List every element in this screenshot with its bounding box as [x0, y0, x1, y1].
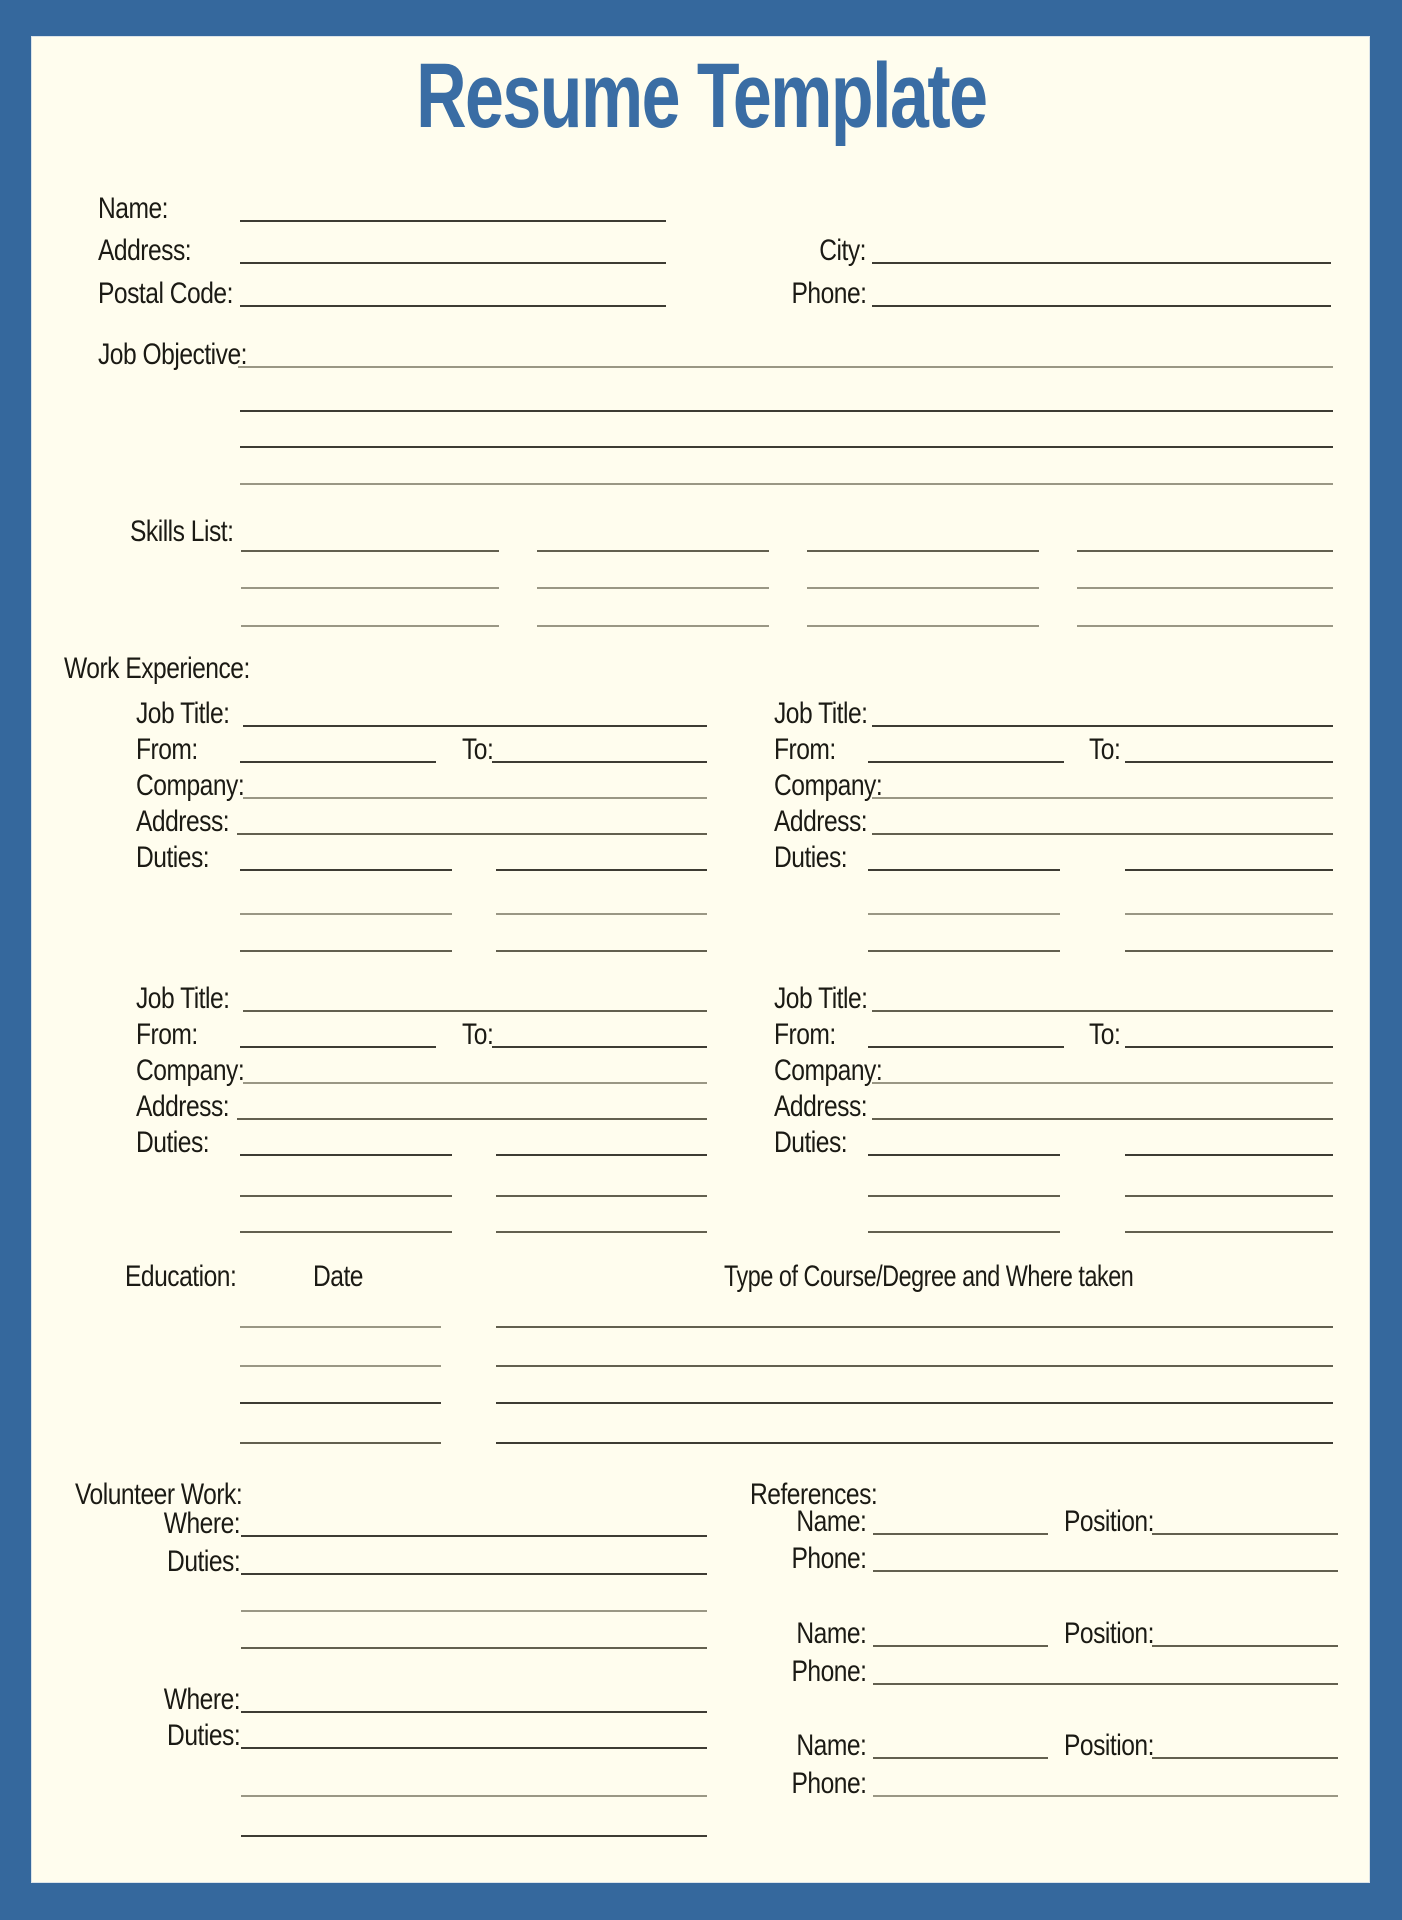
education-course-line-4: [496, 1442, 1333, 1444]
duties-label: Duties:: [774, 1126, 848, 1159]
phone-label: Phone:: [790, 1655, 866, 1688]
duties-line-r3c2: [1125, 950, 1333, 952]
job-objective-line-2: [240, 410, 1333, 412]
duties-line-r2c1: [868, 1195, 1060, 1197]
company-line: [243, 797, 707, 799]
job-title-line: [872, 725, 1333, 727]
duties-line-r1c1: [240, 869, 452, 871]
job-title-label: Job Title:: [136, 982, 230, 1015]
address-label: Address:: [98, 234, 192, 267]
education-course-line-2: [496, 1365, 1333, 1367]
skills-line-r2c1: [241, 587, 499, 589]
skills-line-r1c4: [1077, 550, 1333, 552]
from-line: [240, 761, 436, 763]
education-date-line-3: [240, 1402, 441, 1404]
education-date-header: Date: [313, 1260, 364, 1293]
education-label: Education:: [125, 1260, 237, 1293]
education-course-line-3: [496, 1402, 1333, 1404]
duties-label: Duties:: [136, 1126, 210, 1159]
page-title-text: Resume Template: [415, 45, 987, 147]
duties-line-r1c1: [868, 869, 1060, 871]
duties-line-r1c2: [496, 869, 707, 871]
address-line: [872, 1118, 1333, 1120]
duties-line-r1c2: [1125, 1154, 1333, 1156]
to-label: To:: [462, 1018, 494, 1051]
job-objective-line-4: [240, 483, 1333, 485]
duties-line-3: [241, 1647, 707, 1649]
to-line: [492, 1046, 707, 1048]
job-title-label: Job Title:: [774, 982, 868, 1015]
skills-line-r1c3: [807, 550, 1039, 552]
duties-line-r2c1: [868, 913, 1060, 915]
position-line: [1152, 1757, 1338, 1759]
postal-code-line: [240, 305, 666, 307]
company-line: [872, 797, 1333, 799]
city-label: City:: [819, 234, 866, 267]
address-label: Address:: [774, 805, 868, 838]
where-line: [241, 1711, 707, 1713]
duties-line-r2c2: [496, 1195, 707, 1197]
duties-line-r2c1: [240, 1195, 452, 1197]
address-label: Address:: [774, 1090, 868, 1123]
from-label: From:: [136, 733, 198, 766]
work-experience-label: Work Experience:: [64, 652, 250, 685]
skills-list-label: Skills List:: [130, 515, 234, 548]
job-objective-line-1: [238, 366, 1333, 368]
duties-line-r1c2: [496, 1154, 707, 1156]
skills-line-r3c2: [537, 625, 769, 627]
company-label: Company:: [136, 769, 245, 802]
to-label: To:: [1089, 1018, 1121, 1051]
duties-label: Duties:: [166, 1719, 240, 1752]
education-course-header: Type of Course/Degree and Where taken: [724, 1260, 1134, 1293]
duties-line-r1c1: [868, 1154, 1060, 1156]
position-label: Position:: [1064, 1617, 1154, 1650]
name-line: [873, 1757, 1048, 1759]
duties-line-r3c2: [496, 1231, 707, 1233]
skills-line-r1c1: [241, 550, 499, 552]
city-line: [872, 262, 1331, 264]
duties-line-3: [241, 1835, 707, 1837]
volunteer-work-label: Volunteer Work:: [75, 1478, 243, 1511]
address-line: [240, 262, 666, 264]
to-line: [1125, 761, 1333, 763]
postal-code-label: Postal Code:: [98, 277, 233, 310]
references-label: References:: [750, 1478, 878, 1511]
phone-line: [873, 1683, 1338, 1685]
job-title-label: Job Title:: [136, 697, 230, 730]
to-line: [492, 761, 707, 763]
name-line: [873, 1645, 1048, 1647]
phone-label: Phone:: [790, 277, 866, 310]
position-label: Position:: [1064, 1729, 1154, 1762]
to-label: To:: [1089, 733, 1121, 766]
duties-line-r3c1: [868, 950, 1060, 952]
phone-line: [873, 1570, 1338, 1572]
address-line: [237, 1118, 707, 1120]
phone-label: Phone:: [790, 1542, 866, 1575]
duties-line-r2c2: [1125, 1195, 1333, 1197]
name-label: Name:: [795, 1617, 866, 1650]
job-objective-line-3: [240, 446, 1333, 448]
duties-label: Duties:: [774, 841, 848, 874]
job-title-line: [872, 1010, 1333, 1012]
skills-line-r3c1: [241, 625, 499, 627]
where-label: Where:: [163, 1507, 240, 1540]
name-label: Name:: [795, 1729, 866, 1762]
company-label: Company:: [136, 1054, 245, 1087]
to-label: To:: [462, 733, 494, 766]
position-line: [1152, 1533, 1338, 1535]
to-line: [1125, 1046, 1333, 1048]
address-line: [237, 833, 707, 835]
duties-line-r1c2: [1125, 869, 1333, 871]
from-label: From:: [774, 1018, 836, 1051]
duties-line-r3c1: [868, 1231, 1060, 1233]
education-date-line-1: [240, 1326, 441, 1328]
duties-line-r2c2: [496, 913, 707, 915]
duties-label: Duties:: [136, 841, 210, 874]
name-line: [873, 1533, 1048, 1535]
page-title: [0, 45, 1402, 147]
company-label: Company:: [774, 769, 883, 802]
company-line: [872, 1082, 1333, 1084]
position-line: [1152, 1645, 1338, 1647]
job-objective-label: Job Objective:: [98, 338, 247, 371]
education-course-line-1: [496, 1326, 1333, 1328]
duties-line-1: [241, 1747, 707, 1749]
duties-line-r3c2: [1125, 1231, 1333, 1233]
name-label: Name:: [795, 1505, 866, 1538]
from-line: [240, 1046, 436, 1048]
job-title-line: [243, 725, 707, 727]
education-date-line-2: [240, 1365, 441, 1367]
phone-label: Phone:: [790, 1767, 866, 1800]
duties-line-r3c2: [496, 950, 707, 952]
skills-line-r2c3: [807, 587, 1039, 589]
job-title-label: Job Title:: [774, 697, 868, 730]
where-label: Where:: [163, 1683, 240, 1716]
duties-line-r3c1: [240, 1231, 452, 1233]
duties-line-1: [241, 1573, 707, 1575]
from-line: [868, 1046, 1064, 1048]
from-line: [868, 761, 1064, 763]
phone-line: [872, 305, 1331, 307]
address-label: Address:: [136, 1090, 230, 1123]
duties-line-r2c2: [1125, 913, 1333, 915]
skills-line-r1c2: [537, 550, 769, 552]
company-label: Company:: [774, 1054, 883, 1087]
position-label: Position:: [1064, 1505, 1154, 1538]
education-date-line-4: [240, 1442, 441, 1444]
from-label: From:: [136, 1018, 198, 1051]
from-label: From:: [774, 733, 836, 766]
duties-line-r3c1: [240, 950, 452, 952]
name-line: [240, 220, 666, 222]
skills-line-r3c3: [807, 625, 1039, 627]
address-label: Address:: [136, 805, 230, 838]
address-line: [872, 833, 1333, 835]
duties-line-r2c1: [240, 913, 452, 915]
duties-line-r1c1: [240, 1154, 452, 1156]
name-label: Name:: [98, 192, 169, 225]
skills-line-r2c2: [537, 587, 769, 589]
duties-line-2: [241, 1795, 707, 1797]
job-title-line: [243, 1010, 707, 1012]
phone-line: [873, 1795, 1338, 1797]
duties-label: Duties:: [166, 1545, 240, 1578]
duties-line-2: [241, 1610, 707, 1612]
where-line: [241, 1535, 707, 1537]
company-line: [243, 1082, 707, 1084]
skills-line-r3c4: [1077, 625, 1333, 627]
skills-line-r2c4: [1077, 587, 1333, 589]
